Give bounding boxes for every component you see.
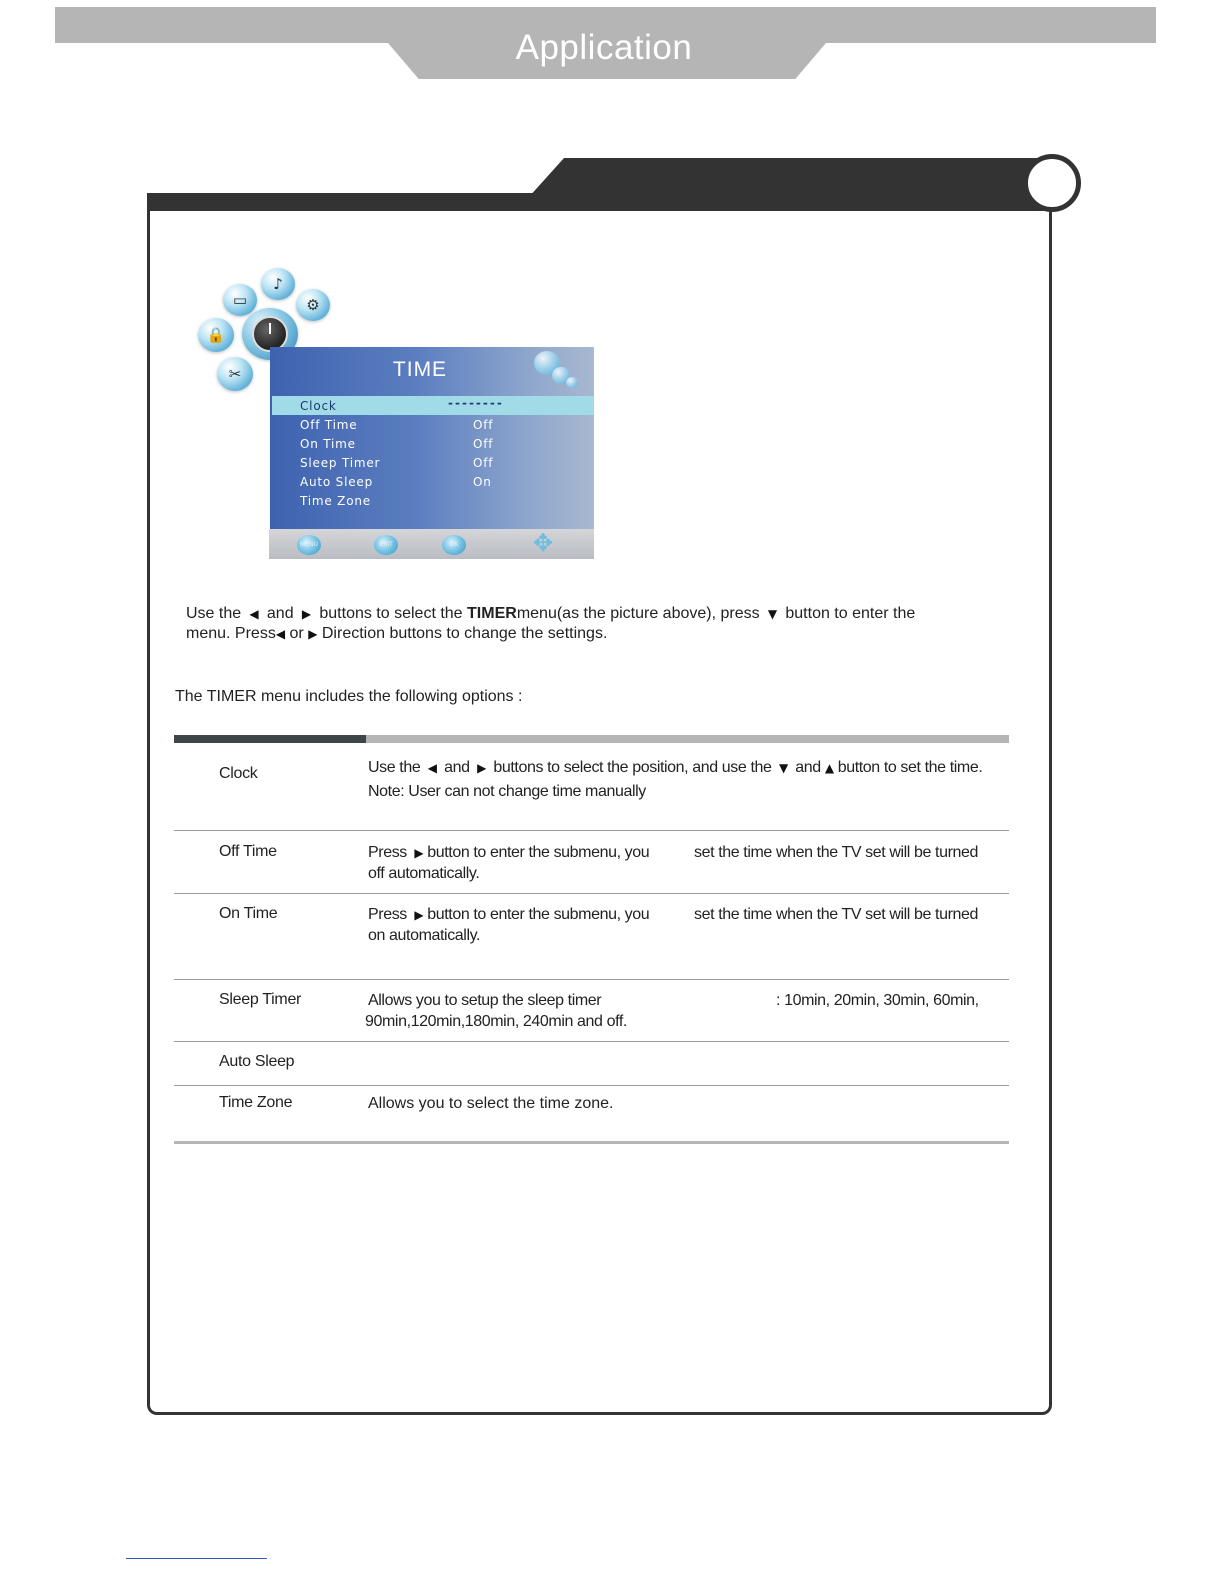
picture-icon: ▭ [223,284,257,316]
osd-footer [269,529,594,559]
option-icon: ⚙ [296,289,330,321]
right-arrow-icon: ▶ [410,846,424,860]
osd-menu-button: MENU [297,535,321,555]
option-label-on-time: On Time [219,905,278,922]
row-divider [174,1041,1009,1042]
row-divider [174,979,1009,980]
osd-row-clock[interactable] [272,396,594,415]
down-arrow-icon: ▼ [775,761,792,775]
osd-row-label: Time Zone [300,494,371,508]
osd-row-on-time[interactable] [272,434,594,453]
panel-header-tab [528,158,1058,198]
osd-row-sleep-timer[interactable] [272,453,594,472]
right-arrow-icon: ▶ [473,761,490,775]
osd-row-value: Off [473,437,494,451]
option-note-clock: Note: User can not change time manually [368,783,646,800]
left-arrow-icon: ◀ [275,627,286,641]
option-desc-on-time-end: on automatically. [368,927,481,944]
page-title: Application [515,28,693,67]
left-arrow-icon: ◀ [245,607,263,621]
option-label-auto-sleep: Auto Sleep [219,1053,295,1070]
option-label-sleep-timer: Sleep Timer [219,991,302,1008]
option-desc-time-zone: Allows you to select the time zone. [368,1095,614,1112]
up-arrow-icon: ▲ [824,761,834,775]
option-label-clock: Clock [219,765,258,782]
osd-exit-button: EXIT [374,535,398,555]
option-desc-sleep-values-cont: 90min,120min,180min, 240min and off. [365,1013,627,1030]
direction-pad-icon: ✥ [532,530,554,557]
page-number-circle [1023,154,1081,212]
osd-row-value: -------- [448,396,504,410]
option-desc-sleep-timer: Allows you to setup the sleep timer [368,992,602,1009]
osd-row-off-time[interactable] [272,415,594,434]
osd-row-time-zone[interactable] [272,491,594,510]
table-header-bar [366,735,1009,743]
instructions-paragraph: Use the ◀ and ▶ buttons to select the TIMERmenu(as the picture above), press ▼ button to enter the menu. Press◀ or ▶ Direction buttons to change the settings. [186,605,916,642]
row-divider [174,830,1009,831]
lock-icon: 🔒 [198,318,234,352]
left-arrow-icon: ◀ [424,761,441,775]
option-label-off-time: Off Time [219,843,277,860]
footer-underline [126,1558,267,1559]
osd-row-label: Sleep Timer [300,456,381,470]
down-arrow-icon: ▼ [764,607,781,621]
sound-icon: ♪ [261,268,295,300]
row-divider [174,1085,1009,1086]
right-arrow-icon: ▶ [410,908,424,922]
table-header-bar [174,735,366,743]
osd-ok-button: OK [442,535,466,555]
row-divider [174,893,1009,894]
osd-row-value: Off [473,456,494,470]
intro-text: The TIMER menu includes the following options : [175,688,523,705]
osd-row-label: Clock [300,399,337,413]
option-desc-on-time-cont: set the time when the TV set will be turned [694,906,978,923]
right-arrow-icon: ▶ [308,627,318,641]
setup-icon: ✂ [217,357,253,391]
option-desc-off-time-cont: set the time when the TV set will be turned [694,844,978,861]
osd-row-value: Off [473,418,494,432]
option-desc-on-time: Press ▶ button to enter the submenu, you [368,906,650,923]
time-menu-screenshot [270,347,594,529]
option-desc-clock: Use the ◀ and ▶ buttons to select the position, and use the ▼ and ▲ button to set the time. [368,759,983,776]
option-desc-off-time: Press ▶ button to enter the submenu, you [368,844,650,861]
table-bottom-border [174,1141,1009,1144]
osd-title: TIME [392,358,448,381]
osd-bubble-decoration [566,377,578,388]
osd-row-value: On [473,475,492,489]
option-desc-off-time-end: off automatically. [368,865,480,882]
option-desc-sleep-values: : 10min, 20min, 30min, 60min, [776,992,979,1009]
osd-row-auto-sleep[interactable] [272,472,594,491]
osd-row-label: Off Time [300,418,358,432]
osd-row-label: On Time [300,437,356,451]
osd-row-label: Auto Sleep [300,475,374,489]
right-arrow-icon: ▶ [298,607,315,621]
option-label-time-zone: Time Zone [219,1094,293,1111]
